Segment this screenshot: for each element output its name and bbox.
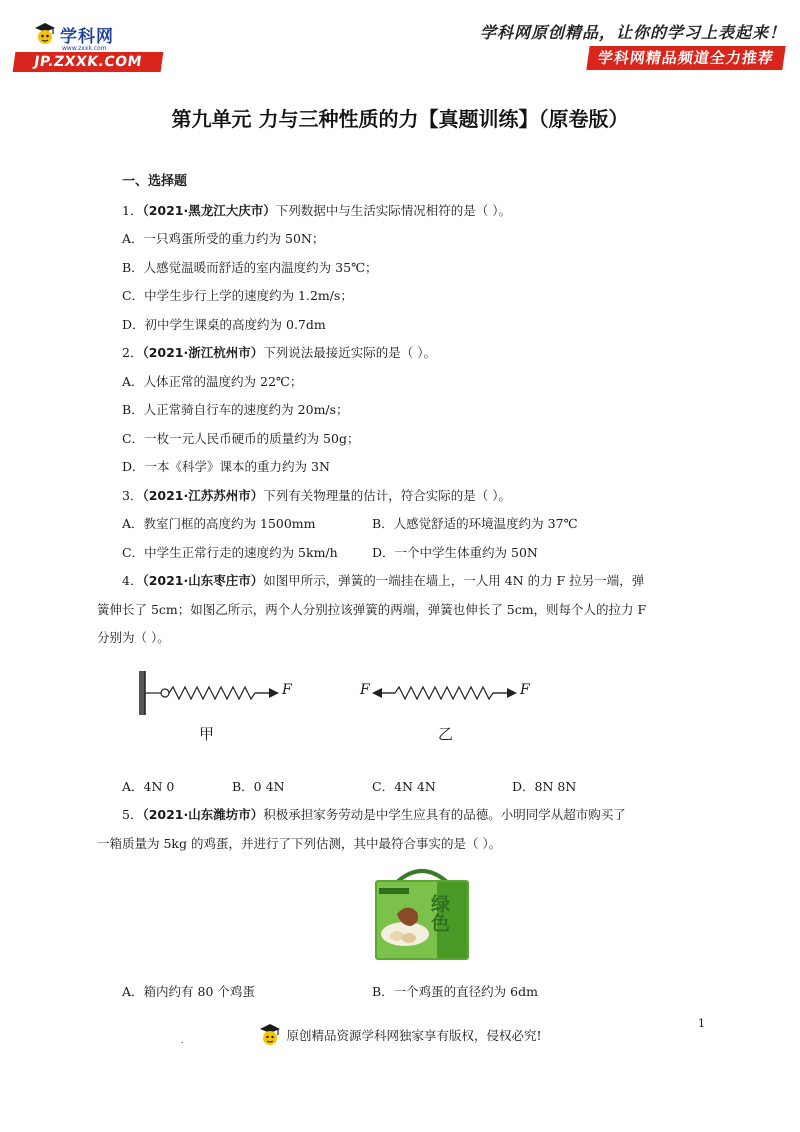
question-source: （2021·山东枣庄市）	[142, 573, 264, 588]
document-body	[97, 172, 702, 1011]
egg-box-image	[367, 864, 477, 964]
question-1-option-b: B．人感觉温暖而舒适的室内温度约为 35℃；	[122, 259, 378, 275]
question-3-stem	[122, 486, 702, 515]
footer-content	[258, 1022, 541, 1048]
force-label-right-figure-right-end: F	[520, 681, 530, 698]
question-number: 2．	[122, 345, 143, 360]
question-1-option-c: C．中学生步行上学的速度约为 1.2m/s；	[122, 288, 353, 303]
header-banner[interactable]: 学科网精品频道全力推荐	[586, 46, 785, 70]
question-text: 如图甲所示，弹簧的一端挂在墙上，一人用 4N 的力 F 拉另一端，弹	[263, 573, 645, 588]
question-text: 下列说法最接近实际的是（ ）。	[263, 345, 436, 360]
spring-figure	[122, 657, 702, 777]
page-title: 第九单元 力与三种性质的力【真题训练】（原卷版）	[171, 107, 629, 131]
force-label-left-figure: F	[282, 681, 292, 698]
footer	[0, 1022, 800, 1051]
force-label-right-figure-left-end: F	[360, 681, 370, 698]
question-4-option-d: D．8N 8N	[512, 778, 577, 794]
question-5-option-b: B．一个鸡蛋的直径约为 6dm	[372, 984, 538, 999]
question-1-stem	[122, 201, 702, 230]
footer-copyright: 原创精品资源学科网独家享有版权，侵权必究!	[286, 1028, 542, 1043]
egg-box-label: 绿色	[428, 894, 450, 932]
site-logo[interactable]	[14, 18, 164, 74]
spring-figure-right	[372, 687, 517, 699]
egg-box-figure	[122, 862, 702, 982]
mascot-icon	[258, 1022, 282, 1048]
question-source: （2021·浙江杭州市）	[142, 345, 264, 360]
question-1-option-d: D．初中学生课桌的高度约为 0.7dm	[122, 316, 326, 332]
question-5-stem-line-2: 一箱质量为 5kg 的鸡蛋，并进行了下列估测，其中最符合事实的是（ ）。	[97, 835, 502, 851]
mascot-icon	[32, 21, 58, 47]
spring-figure-left	[139, 671, 279, 715]
question-3-option-c: C．中学生正常行走的速度约为 5km/h	[122, 544, 338, 560]
logo-subtitle: www.zxxk.com	[62, 45, 107, 52]
question-1-option-a: A．一只鸡蛋所受的重力约为 50N；	[122, 231, 325, 246]
page-number: 1	[698, 1017, 705, 1030]
question-2-option-b: B．人正常骑自行车的速度约为 20m/s；	[122, 402, 349, 417]
spring-diagram	[137, 665, 557, 725]
question-2-stem	[122, 343, 702, 372]
question-source: （2021·黑龙江大庆市）	[142, 202, 276, 218]
question-3-options-row-1	[122, 514, 702, 543]
question-4-options	[122, 777, 702, 806]
question-4-stem-line-3: 分别为（ ）。	[97, 630, 170, 645]
header-slogan: 学科网原创精品，让你的学习上表起来！	[479, 23, 786, 42]
footer-dot: .	[181, 1036, 184, 1045]
question-number: 4．	[122, 573, 143, 588]
question-4-option-b: B．0 4N	[232, 778, 285, 794]
question-source: （2021·山东潍坊市）	[142, 807, 264, 822]
question-text: 下列有关物理量的估计，符合实际的是（ ）。	[263, 487, 511, 503]
question-2-option-c: C．一枚一元人民币硬币的质量约为 50g；	[122, 430, 360, 446]
question-number: 3．	[122, 487, 143, 503]
question-3-option-d: D．一个中学生体重约为 50N	[372, 544, 538, 560]
question-text: 下列数据中与生活实际情况相符的是（ ）。	[275, 202, 511, 218]
question-4-option-c: C．4N 4N	[372, 778, 436, 794]
question-number: 1．	[122, 202, 143, 218]
question-4-stem	[122, 571, 702, 600]
question-3-option-a: A．教室门框的高度约为 1500mm	[122, 516, 316, 531]
question-5-option-a: A．箱内约有 80 个鸡蛋	[122, 984, 255, 999]
question-5-options-row-1	[122, 982, 702, 1011]
logo-brand: 学科网	[60, 26, 114, 47]
question-5-stem	[122, 805, 702, 834]
question-source: （2021·江苏苏州市）	[142, 487, 264, 503]
question-4-stem-line-2: 簧伸长了 5cm；如图乙所示，两个人分别拉该弹簧的两端，弹簧也伸长了 5cm，则每个人的拉力 F	[97, 601, 647, 617]
logo-url[interactable]: JP.ZXXK.COM	[13, 52, 164, 72]
question-2-option-a: A．人体正常的温度约为 22℃；	[122, 373, 303, 389]
logo-top	[32, 20, 114, 48]
question-2-option-d: D．一本《科学》课本的重力约为 3N	[122, 459, 330, 474]
figure-caption-jia: 甲	[199, 724, 215, 743]
question-3-options-row-2	[122, 543, 702, 572]
figure-caption-yi: 乙	[438, 724, 454, 743]
question-number: 5．	[122, 807, 143, 822]
section-heading: 一、选择题	[122, 174, 188, 189]
question-text: 积极承担家务劳动是中学生应具有的品德。小明同学从超市购买了	[263, 807, 626, 822]
question-4-option-a: A．4N 0	[122, 778, 175, 794]
question-3-option-b: B．人感觉舒适的环境温度约为 37℃	[372, 516, 578, 531]
